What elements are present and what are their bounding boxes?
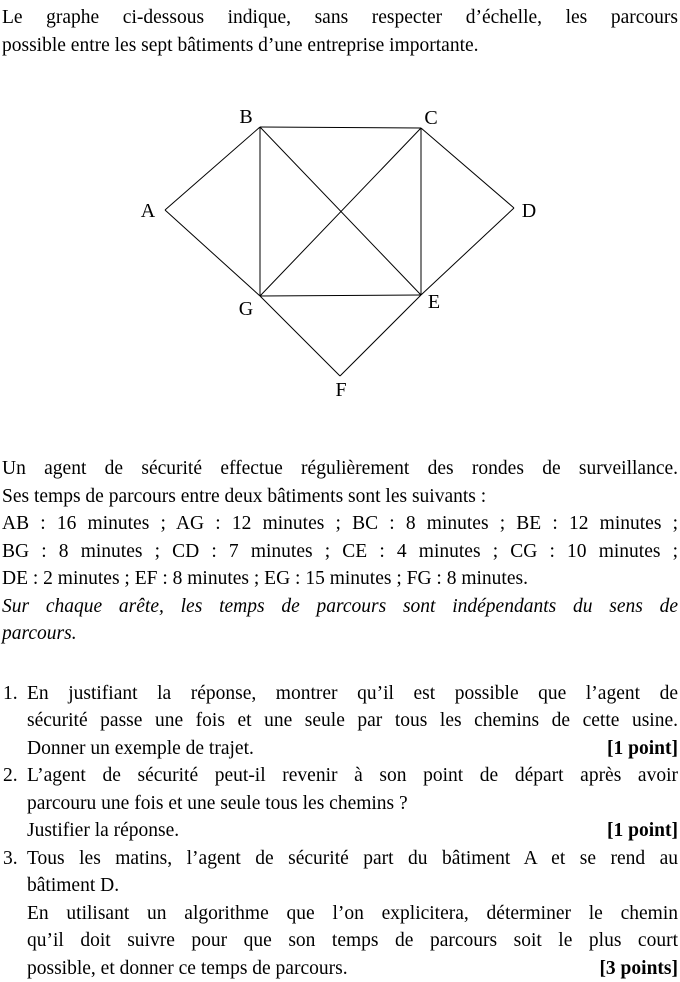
graph-edge-AG [165,210,260,296]
question-3-line-1: Tous les matins, l’agent de sécurité part du bâtiment A et se rend au [27,845,678,873]
graph-vertex-label-A: A [141,200,156,222]
times-line-3: AB : 16 minutes ; AG : 12 minutes ; BC : 8 minutes ; BE : 12 minutes ; [2,510,678,538]
question-2-last-text: Justifier la réponse. [27,817,179,845]
times-note-line-1: Sur chaque arête, les temps de parcours sont indépendants du sens de [2,593,678,621]
graph-edge-EG [260,295,421,296]
times-line-1: Un agent de sécurité effectue régulièrement des rondes de surveillance. [2,455,678,483]
question-2-points-badge: [1 point] [607,817,678,845]
question-3 [2,845,678,982]
question-3-last-line [27,955,678,982]
question-3-points-badge: [3 points] [599,955,678,982]
graph-vertex-label-E: E [428,291,440,313]
graph-edge-DE [421,208,514,295]
question-2-line-2: parcouru une fois et une seule tous les chemins ? [27,790,678,818]
question-1-points-badge: [1 point] [607,735,678,763]
graph-edge-CG [260,128,421,296]
question-1-number: 1. [3,680,18,708]
times-line-2: Ses temps de parcours entre deux bâtiments sont les suivants : [2,483,678,511]
question-3-line-2: bâtiment D. [27,872,678,900]
graph-edge-FG [260,296,340,376]
question-1 [2,680,678,763]
intro-paragraph [2,4,678,59]
graph-edge-EF [340,295,421,376]
intro-line-1: Le graphe ci-dessous indique, sans respecter d’échelle, les parcours [2,4,678,32]
graph-vertex-label-G: G [239,298,253,320]
graph-vertex-label-C: C [424,107,437,129]
question-2-number: 2. [3,762,18,790]
question-1-line-2: sécurité passe une fois et une seule par tous les chemins de cette usine. [27,707,678,735]
times-note-line-2: parcours. [2,620,678,648]
question-3-last-text: possible, et donner ce temps de parcours. [27,955,348,982]
graph-edge-BC [260,127,421,128]
times-paragraph [2,455,678,648]
question-1-line-1: En justifiant la réponse, montrer qu’il est possible que l’agent de [27,680,678,708]
intro-line-2: possible entre les sept bâtiments d’une entreprise importante. [2,32,678,60]
question-3-line-3: En utilisant un algorithme que l’on explicitera, déterminer le chemin [27,900,678,928]
question-1-last-line [27,735,678,763]
times-line-4: BG : 8 minutes ; CD : 7 minutes ; CE : 4 minutes ; CG : 10 minutes ; [2,538,678,566]
question-2-line-1: L’agent de sécurité peut-il revenir à son point de départ après avoir [27,762,678,790]
graph-vertex-label-B: B [239,106,252,128]
question-3-number: 3. [3,845,18,873]
question-2 [2,762,678,845]
question-1-last-text: Donner un exemple de trajet. [27,735,254,763]
graph-edge-BE [260,127,421,295]
building-graph [2,59,680,455]
graph-vertex-label-D: D [522,200,536,222]
questions-list [2,680,678,982]
paragraph-gap [2,648,678,680]
graph-edge-CD [421,128,514,208]
times-line-5: DE : 2 minutes ; EF : 8 minutes ; EG : 15 minutes ; FG : 8 minutes. [2,565,678,593]
question-2-last-line [27,817,678,845]
graph-edge-AB [165,127,260,210]
graph-vertex-label-F: F [335,379,346,401]
question-3-line-4: qu’il doit suivre pour que son temps de parcours soit le plus court [27,927,678,955]
